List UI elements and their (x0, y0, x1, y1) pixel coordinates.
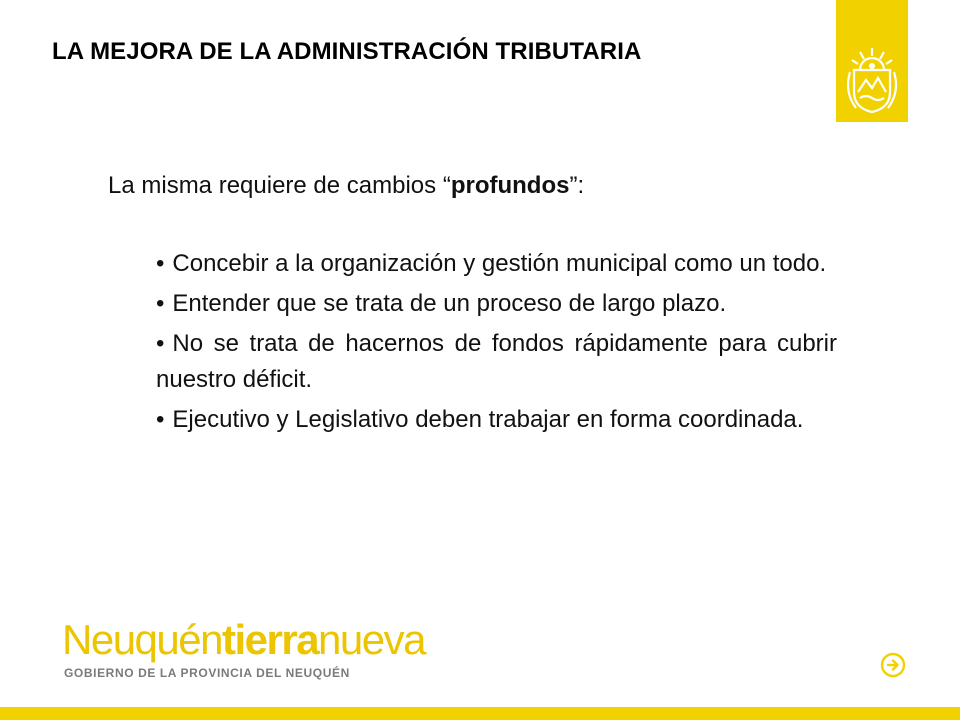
intro-text (108, 172, 584, 200)
bullet-text: No se trata de hacernos de fondos rápidamente para cubrir nuestro déficit. (156, 330, 837, 393)
intro-emphasis: profundos (450, 172, 570, 199)
bullet-symbol: • (156, 406, 165, 433)
emblem-panel (836, 0, 908, 122)
brand-logo (62, 618, 425, 662)
bullet-item (156, 402, 837, 438)
provincial-coat-of-arms-icon (836, 0, 908, 122)
bullet-text: Ejecutivo y Legislativo deben trabajar en forma coordinada. (172, 406, 804, 433)
next-slide-button[interactable] (880, 652, 906, 678)
intro-suffix: ”: (569, 172, 585, 199)
bullet-symbol: • (156, 330, 165, 357)
bullet-text: Concebir a la organización y gestión municipal como un todo. (172, 250, 827, 277)
footer-accent-bar (0, 707, 960, 720)
brand-subtitle: GOBIERNO DE LA PROVINCIA DEL NEUQUÉN (64, 666, 350, 680)
bullet-list (156, 246, 837, 442)
bullet-item (156, 246, 837, 282)
arrow-right-circle-icon (880, 652, 906, 678)
bullet-symbol: • (156, 290, 165, 317)
slide-title: LA MEJORA DE LA ADMINISTRACIÓN TRIBUTARIA (52, 38, 642, 65)
brand-wordmark (62, 616, 425, 663)
brand-part-nueva: nueva (318, 616, 425, 663)
bullet-item (156, 286, 837, 322)
brand-part-tierra: tierra (221, 616, 319, 663)
intro-prefix: La misma requiere de cambios “ (108, 172, 451, 199)
brand-part-neuquen: Neuquén (62, 616, 222, 663)
bullet-text: Entender que se trata de un proceso de largo plazo. (172, 290, 727, 317)
bullet-item (156, 326, 837, 398)
bullet-symbol: • (156, 250, 165, 277)
